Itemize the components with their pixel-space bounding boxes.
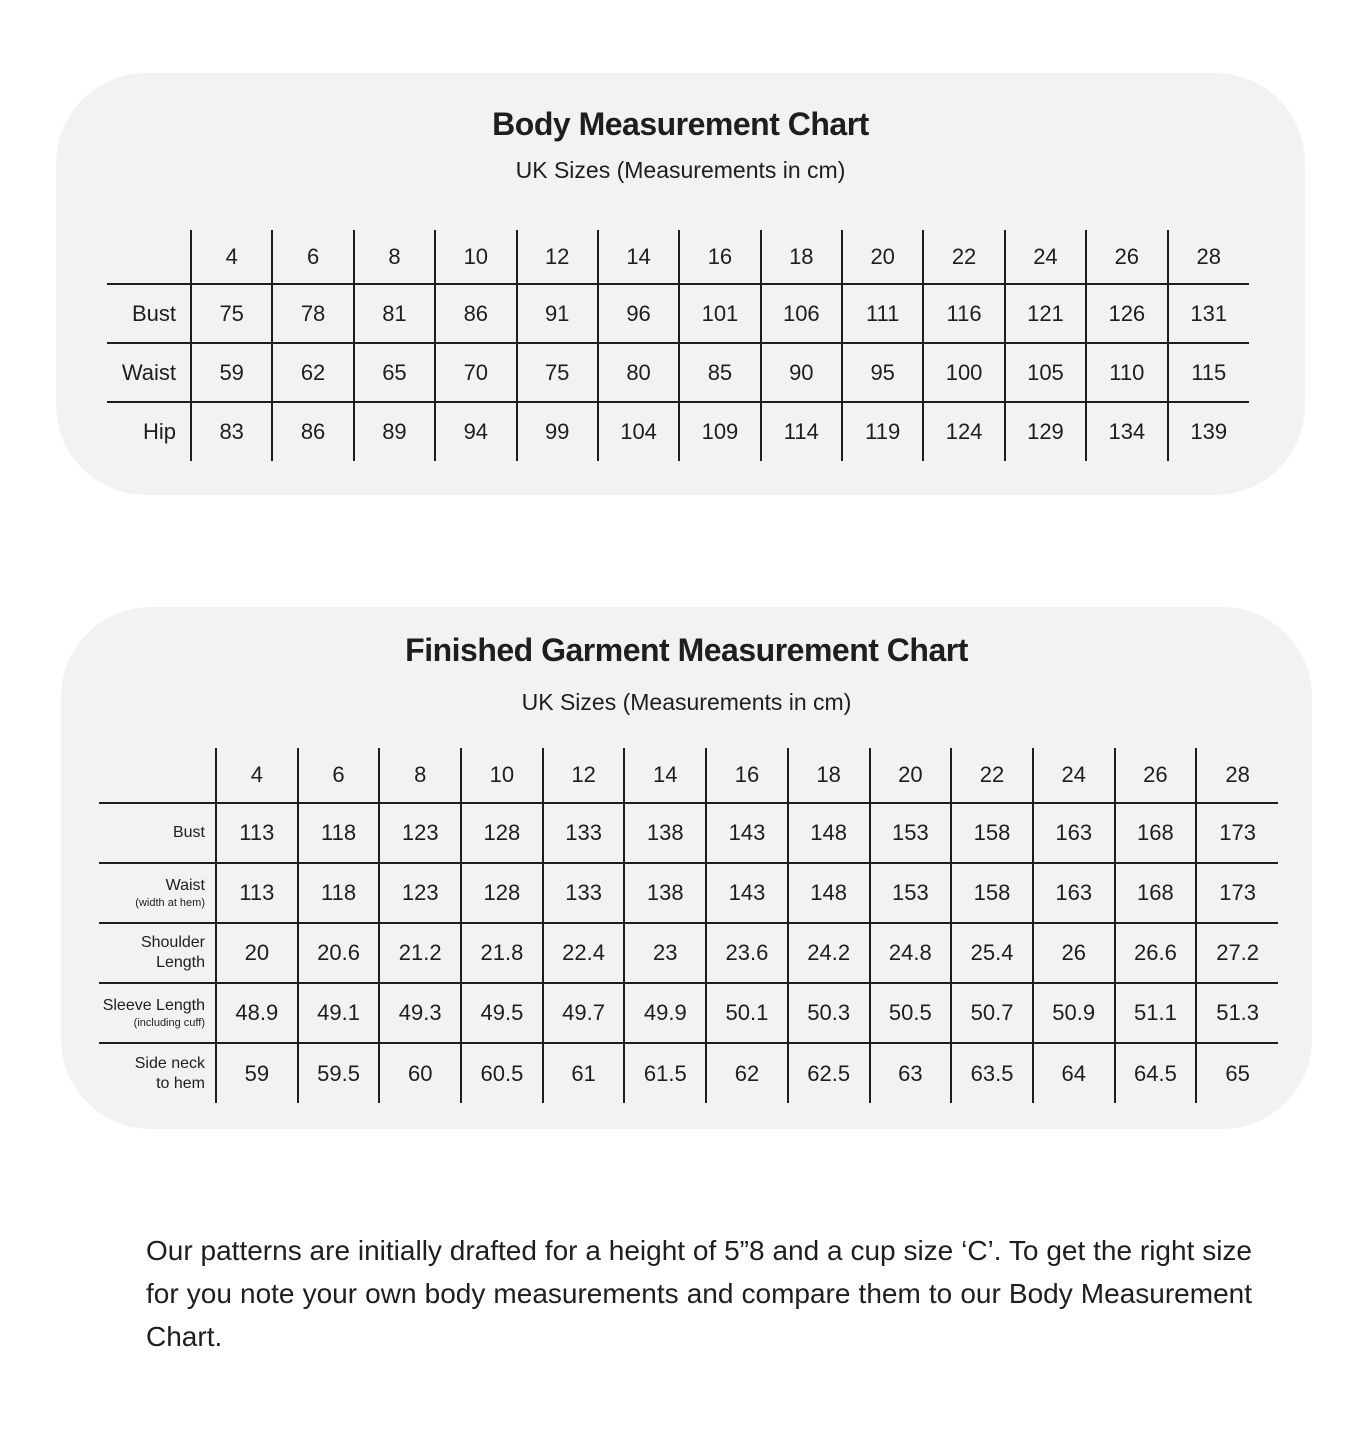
table-cell: 143 [706,803,788,863]
row-label [99,863,216,923]
table-cell: 75 [191,284,272,343]
table-cell: 60.5 [461,1043,543,1103]
table-cell: 153 [870,803,952,863]
row-label [99,1043,216,1103]
size-header: 18 [788,748,870,803]
row-label: Waist [107,343,191,402]
table-cell: 50.1 [706,983,788,1043]
table-cell: 119 [842,402,923,461]
table-cell: 100 [923,343,1004,402]
size-header: 12 [517,230,598,284]
row-label-text: Bust [172,824,205,841]
table-cell: 96 [598,284,679,343]
table-row-bust [107,284,1249,343]
table-cell: 50.7 [951,983,1033,1043]
body-measurement-table [107,230,1249,461]
table-cell: 22.4 [543,923,625,983]
body-chart-title: Body Measurement Chart [492,106,869,142]
size-header: 8 [354,230,435,284]
table-cell: 26.6 [1115,923,1197,983]
garment-chart-title: Finished Garment Measurement Chart [405,632,968,668]
table-cell: 65 [354,343,435,402]
table-cell: 113 [216,863,298,923]
table-cell: 121 [1005,284,1086,343]
table-cell: 158 [951,863,1033,923]
table-cell: 158 [951,803,1033,863]
table-cell: 20.6 [298,923,380,983]
table-cell: 63.5 [951,1043,1033,1103]
table-cell: 95 [842,343,923,402]
row-label [99,803,216,863]
table-cell: 26 [1033,923,1115,983]
size-header: 26 [1115,748,1197,803]
table-cell: 49.1 [298,983,380,1043]
table-cell: 85 [679,343,760,402]
size-header: 4 [216,748,298,803]
size-header: 12 [543,748,625,803]
table-cell: 21.2 [379,923,461,983]
table-cell: 60 [379,1043,461,1103]
table-cell: 114 [761,402,842,461]
row-label [99,923,216,983]
table-cell: 50.3 [788,983,870,1043]
body-measurement-card [56,73,1305,495]
table-cell: 50.5 [870,983,952,1043]
table-cell: 109 [679,402,760,461]
size-header: 28 [1168,230,1250,284]
table-cell: 61 [543,1043,625,1103]
table-cell: 81 [354,284,435,343]
table-cell: 21.8 [461,923,543,983]
table-cell: 80 [598,343,679,402]
garment-measurement-table [99,748,1278,1103]
table-cell: 25.4 [951,923,1033,983]
table-row-hip [107,402,1249,461]
table-cell: 128 [461,803,543,863]
table-cell: 168 [1115,863,1197,923]
table-cell: 75 [517,343,598,402]
table-cell: 90 [761,343,842,402]
table-cell: 23 [624,923,706,983]
size-header: 26 [1086,230,1167,284]
table-cell: 153 [870,863,952,923]
table-cell: 62.5 [788,1043,870,1103]
row-label-text-line2: Length [156,954,205,971]
row-label: Bust [107,284,191,343]
size-header: 28 [1196,748,1278,803]
size-header: 20 [870,748,952,803]
table-cell: 115 [1168,343,1250,402]
table-cell: 24.8 [870,923,952,983]
corner-cell [99,748,216,803]
table-cell: 134 [1086,402,1167,461]
table-cell: 63 [870,1043,952,1103]
size-header: 4 [191,230,272,284]
row-sublabel: (width at hem) [135,897,205,909]
table-row-sleeve-length [99,983,1278,1043]
garment-chart-subtitle: UK Sizes (Measurements in cm) [521,689,852,715]
table-cell: 173 [1196,863,1278,923]
table-cell: 129 [1005,402,1086,461]
size-header: 6 [272,230,353,284]
table-cell: 123 [379,863,461,923]
table-cell: 110 [1086,343,1167,402]
table-cell: 86 [435,284,516,343]
table-cell: 48.9 [216,983,298,1043]
table-cell: 50.9 [1033,983,1115,1043]
table-cell: 59 [191,343,272,402]
table-cell: 101 [679,284,760,343]
table-cell: 23.6 [706,923,788,983]
table-cell: 143 [706,863,788,923]
table-cell: 49.7 [543,983,625,1043]
sizing-footnote: Our patterns are initially drafted for a height of 5”8 and a cup size ‘C’. To get the right size for you note your own body measurements and compare them to our Body Measurement Chart. [146,1235,1252,1352]
size-header: 24 [1005,230,1086,284]
table-cell: 62 [706,1043,788,1103]
size-header: 6 [298,748,380,803]
row-label-text: Waist [165,877,205,894]
table-cell: 86 [272,402,353,461]
table-row-waist [107,343,1249,402]
table-cell: 62 [272,343,353,402]
table-cell: 24.2 [788,923,870,983]
size-header: 10 [461,748,543,803]
table-cell: 78 [272,284,353,343]
table-cell: 133 [543,863,625,923]
table-cell: 106 [761,284,842,343]
table-row-shoulder-length [99,923,1278,983]
row-label-text: Shoulder [140,934,205,951]
table-cell: 64.5 [1115,1043,1197,1103]
garment-measurement-card [61,607,1312,1129]
table-cell: 126 [1086,284,1167,343]
table-cell: 49.9 [624,983,706,1043]
table-cell: 61.5 [624,1043,706,1103]
table-cell: 27.2 [1196,923,1278,983]
size-header: 20 [842,230,923,284]
row-label [99,983,216,1043]
table-cell: 139 [1168,402,1250,461]
table-cell: 111 [842,284,923,343]
table-cell: 59.5 [298,1043,380,1103]
table-cell: 163 [1033,803,1115,863]
size-header: 24 [1033,748,1115,803]
size-header: 16 [706,748,788,803]
table-cell: 138 [624,803,706,863]
table-row-bust [99,803,1278,863]
table-cell: 168 [1115,803,1197,863]
row-label-text-line2: to hem [156,1074,205,1092]
table-cell: 163 [1033,863,1115,923]
size-header: 22 [923,230,1004,284]
table-cell: 133 [543,803,625,863]
table-cell: 138 [624,863,706,923]
table-cell: 51.3 [1196,983,1278,1043]
table-cell: 123 [379,803,461,863]
row-sublabel: (including cuff) [133,1017,205,1029]
table-cell: 148 [788,803,870,863]
row-label-text: Sleeve Length [102,997,205,1014]
table-cell: 148 [788,863,870,923]
table-row-waist [99,863,1278,923]
table-cell: 20 [216,923,298,983]
table-cell: 173 [1196,803,1278,863]
table-cell: 59 [216,1043,298,1103]
size-header: 8 [379,748,461,803]
table-cell: 104 [598,402,679,461]
size-header-row [99,748,1278,803]
table-cell: 131 [1168,284,1250,343]
table-cell: 118 [298,863,380,923]
table-cell: 89 [354,402,435,461]
table-cell: 83 [191,402,272,461]
size-header: 14 [598,230,679,284]
row-label-text: Side neck [134,1054,205,1072]
size-header: 22 [951,748,1033,803]
table-cell: 113 [216,803,298,863]
table-cell: 49.5 [461,983,543,1043]
row-label: Hip [107,402,191,461]
body-chart-subtitle: UK Sizes (Measurements in cm) [515,157,846,183]
table-cell: 51.1 [1115,983,1197,1043]
table-cell: 94 [435,402,516,461]
size-header: 16 [679,230,760,284]
table-cell: 99 [517,402,598,461]
table-row-side-neck-to-hem [99,1043,1278,1103]
corner-cell [107,230,191,284]
size-header-row [107,230,1249,284]
table-cell: 124 [923,402,1004,461]
table-cell: 70 [435,343,516,402]
table-cell: 49.3 [379,983,461,1043]
table-cell: 118 [298,803,380,863]
size-header: 18 [761,230,842,284]
size-header: 14 [624,748,706,803]
table-cell: 64 [1033,1043,1115,1103]
table-cell: 91 [517,284,598,343]
table-cell: 105 [1005,343,1086,402]
size-header: 10 [435,230,516,284]
table-cell: 116 [923,284,1004,343]
table-cell: 65 [1196,1043,1278,1103]
table-cell: 128 [461,863,543,923]
